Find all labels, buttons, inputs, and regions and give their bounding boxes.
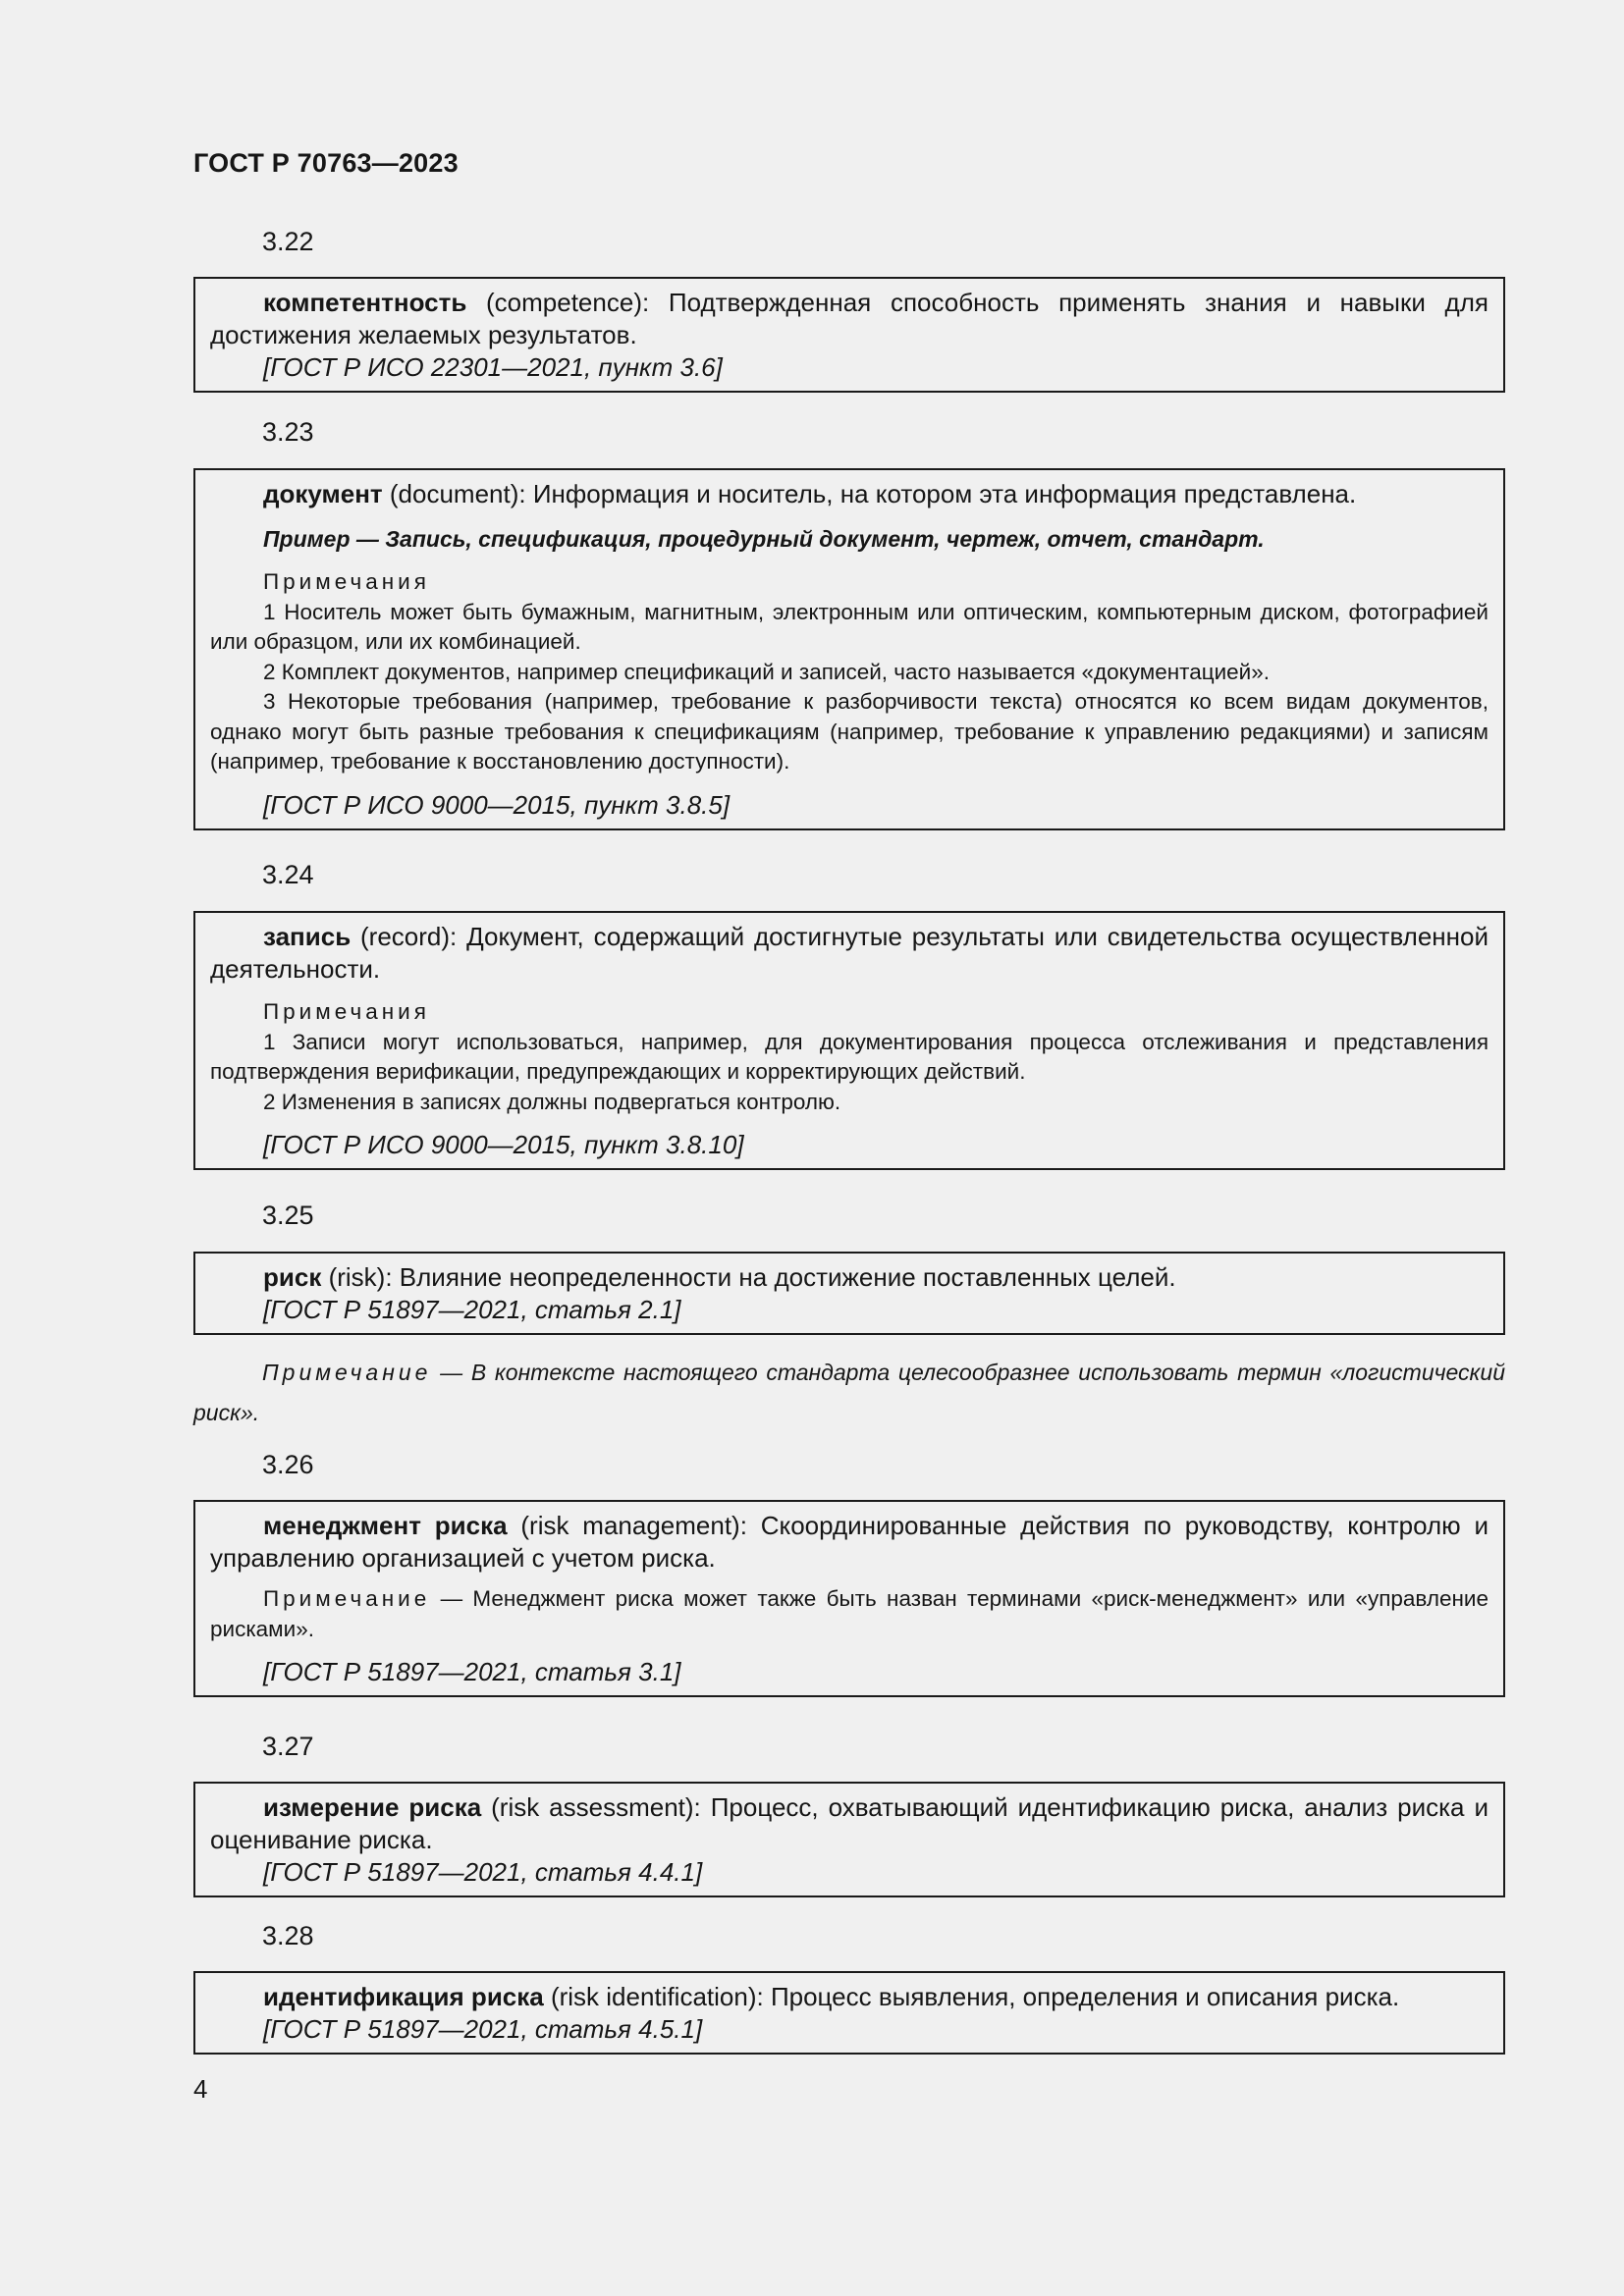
term-box-document <box>193 468 1505 830</box>
term-english: (competence): <box>486 288 650 317</box>
definition <box>210 1510 1489 1575</box>
source-reference: [ГОСТ Р 51897—2021, статья 4.5.1] <box>263 2014 703 2044</box>
note-item: 3 Некоторые требования (например, требование к разборчивости текста) относятся ко всем видам документов, однако могут быть разные требования к спецификациям (например, требование к управлению редакциями) и записям (например, требование к восстановлению доступности). <box>210 689 1489 774</box>
example: Пример — Запись, спецификация, процедурный документ, чертеж, отчет, стандарт. <box>263 526 1265 552</box>
notes-heading: Примечания <box>263 569 430 594</box>
clause-number: 3.28 <box>262 1921 314 1950</box>
definition <box>210 1981 1489 2013</box>
definition <box>210 921 1489 986</box>
source-reference: [ГОСТ Р 51897—2021, статья 2.1] <box>263 1295 681 1324</box>
term: запись <box>263 922 352 951</box>
term-english: (risk identification): <box>550 1982 764 2011</box>
term: риск <box>263 1262 322 1292</box>
clause-number: 3.26 <box>262 1450 314 1479</box>
source-reference: [ГОСТ Р ИСО 22301—2021, пункт 3.6] <box>263 352 723 382</box>
definition-text: Влияние неопределенности на достижение поставленных целей. <box>399 1262 1176 1292</box>
source-reference: [ГОСТ Р 51897—2021, статья 4.4.1] <box>263 1857 703 1887</box>
note-text: — Менеджмент риска может также быть назван терминами «риск-менеджмент» или «управление рисками». <box>210 1586 1489 1641</box>
definition <box>210 1261 1489 1294</box>
term-box-competence <box>193 277 1505 393</box>
risk-note <box>193 1353 1505 1433</box>
note-item: 2 Комплект документов, например спецификаций и записей, часто называется «документацией». <box>263 659 1271 684</box>
term-box-risk <box>193 1252 1505 1335</box>
term: компетентность <box>263 288 467 317</box>
definition-text: Информация и носитель, на котором эта информация представлена. <box>532 479 1357 508</box>
clause-number: 3.22 <box>262 227 314 256</box>
clause-number: 3.23 <box>262 417 314 447</box>
term-box-record <box>193 911 1505 1170</box>
note-item: 1 Носитель может быть бумажным, магнитным, электронным или оптическим, компьютерным диском, фотографией или образцом, или их комбинацией. <box>210 599 1489 654</box>
term: измерение риска <box>263 1792 482 1822</box>
note-label: Примечание <box>262 1360 432 1385</box>
clause-number: 3.24 <box>262 860 314 889</box>
note-item: 1 Записи могут использоваться, например, для документирования процесса отслеживания и представления подтверждения верификации, предупреждающих и корректирующих действий. <box>210 1029 1489 1084</box>
note-text: — В контексте настоящего стандарта целесообразнее использовать термин «логистический риск». <box>193 1360 1505 1425</box>
note-item: 2 Изменения в записях должны подвергаться контролю. <box>263 1089 841 1114</box>
definition-text: Подтвержденная способность применять знания и навыки для достижения желаемых результатов. <box>210 288 1489 349</box>
source-reference: [ГОСТ Р 51897—2021, статья 3.1] <box>263 1657 681 1686</box>
source-reference: [ГОСТ Р ИСО 9000—2015, пункт 3.8.5] <box>263 789 731 820</box>
definition-text: Скоординированные действия по руководству, контролю и управлению организацией с учетом риска. <box>210 1511 1489 1573</box>
term-english: (risk assessment): <box>491 1792 701 1822</box>
definition-text: Документ, содержащий достигнутые результаты или свидетельства осуществленной деятельности. <box>210 922 1489 984</box>
term-box-risk-identification <box>193 1971 1505 2055</box>
term-english: (risk): <box>328 1262 393 1292</box>
clause-number: 3.27 <box>262 1732 314 1761</box>
term-box-risk-management <box>193 1500 1505 1697</box>
document-header: ГОСТ Р 70763—2023 <box>193 148 459 178</box>
definition <box>210 1791 1489 1856</box>
term: идентификация риска <box>263 1982 544 2011</box>
definition <box>210 478 1489 510</box>
term-english: (risk management): <box>520 1511 747 1540</box>
term-english: (record): <box>360 922 458 951</box>
definition-text: Процесс выявления, определения и описания риска. <box>770 1982 1400 2011</box>
term-english: (document): <box>389 479 526 508</box>
definition-text: Процесс, охватывающий идентификацию риска, анализ риска и оценивание риска. <box>210 1792 1489 1854</box>
clause-number: 3.25 <box>262 1201 314 1230</box>
term: документ <box>263 479 383 508</box>
source-reference: [ГОСТ Р ИСО 9000—2015, пункт 3.8.10] <box>263 1130 744 1159</box>
term-box-risk-assessment <box>193 1782 1505 1897</box>
note-label: Примечание <box>263 1586 431 1611</box>
notes-heading: Примечания <box>263 999 430 1024</box>
note <box>210 1584 1489 1644</box>
definition <box>210 287 1489 351</box>
page-number: 4 <box>193 2074 208 2104</box>
term: менеджмент риска <box>263 1511 508 1540</box>
